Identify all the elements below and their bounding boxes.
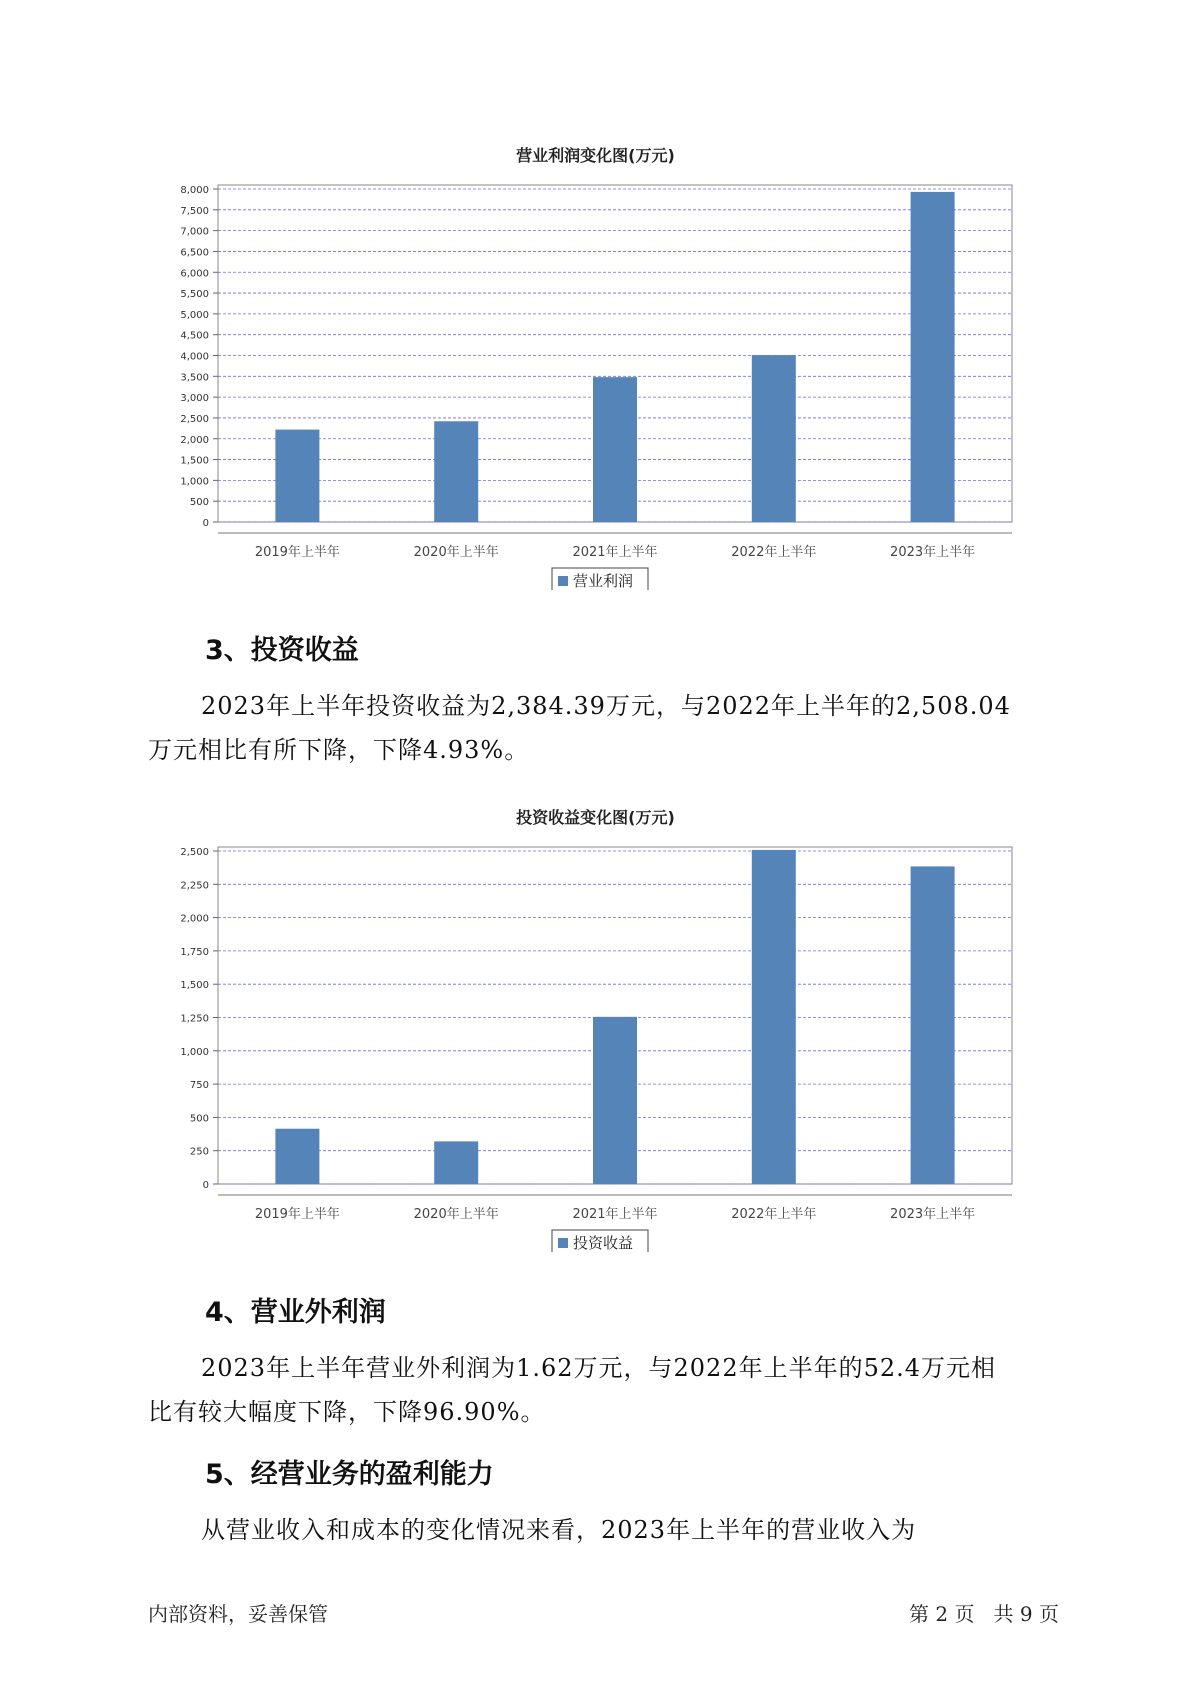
y-tick-label: 4,000: [180, 351, 209, 363]
y-tick-label: 500: [189, 1113, 209, 1125]
bar: [911, 192, 955, 522]
x-tick-label: 2023年上半年: [890, 545, 976, 560]
investment-income-chart: [0, 832, 1191, 1252]
bar: [593, 1017, 637, 1184]
y-tick-label: 5,000: [180, 309, 209, 321]
y-tick-label: 4,500: [180, 330, 209, 342]
x-tick-label: 2019年上半年: [254, 1207, 340, 1222]
y-tick-label: 2,000: [180, 434, 209, 446]
section-3-paragraph: [148, 684, 1058, 772]
y-tick-label: 1,500: [180, 980, 209, 992]
y-tick-label: 500: [189, 497, 209, 509]
y-tick-label: 3,000: [180, 393, 209, 405]
x-tick-label: 2022年上半年: [731, 545, 817, 560]
bar: [275, 1129, 319, 1184]
y-tick-label: 2,500: [180, 847, 209, 858]
section-3-line-1: 2023年上半年投资收益为2,384.39万元，与2022年上半年的2,508.04: [201, 692, 1011, 720]
y-tick-label: 6,500: [180, 247, 209, 259]
section-4-line-1: 2023年上半年营业外利润为1.62万元，与2022年上半年的52.4万元相: [201, 1354, 997, 1382]
chart1-title: 营业利润变化图(万元): [516, 146, 675, 165]
y-tick-label: 750: [189, 1080, 209, 1092]
legend-label: 营业利润: [573, 572, 634, 590]
x-tick-label: 2023年上半年: [890, 1207, 976, 1222]
y-tick-label: 2,500: [180, 413, 209, 425]
bar: [752, 355, 796, 522]
y-tick-label: 8,000: [180, 185, 209, 196]
section-4-line-2: 比有较大幅度下降，下降96.90%。: [148, 1398, 546, 1426]
legend-swatch: [558, 1238, 568, 1248]
operating-profit-chart: [0, 170, 1191, 590]
y-tick-label: 1,000: [180, 476, 209, 488]
x-tick-label: 2022年上半年: [731, 1207, 817, 1222]
section-3-line-2: 万元相比有所下降，下降4.93%。: [148, 736, 530, 764]
y-tick-label: 7,000: [180, 226, 209, 238]
section-5-heading: 5、经营业务的盈利能力: [205, 1459, 494, 1490]
y-tick-label: 1,500: [180, 455, 209, 467]
y-tick-label: 2,000: [180, 913, 209, 925]
legend-label: 投资收益: [573, 1234, 634, 1252]
legend-swatch: [558, 576, 568, 586]
section-4-heading: 4、营业外利润: [205, 1297, 386, 1328]
bar: [911, 866, 955, 1184]
y-tick-label: 3,500: [180, 372, 209, 384]
y-tick-label: 250: [189, 1146, 209, 1158]
y-tick-label: 6,000: [180, 268, 209, 280]
footer-left: 内部资料，妥善保管: [148, 1602, 328, 1626]
section-5-paragraph: [148, 1508, 1058, 1552]
section-4-paragraph: [148, 1346, 1058, 1434]
chart2-title: 投资收益变化图(万元): [516, 808, 675, 827]
bar: [434, 1141, 478, 1184]
x-tick-label: 2020年上半年: [413, 545, 499, 560]
y-tick-label: 2,250: [180, 880, 209, 892]
x-tick-label: 2020年上半年: [413, 1207, 499, 1222]
y-tick-label: 5,500: [180, 289, 209, 301]
x-tick-label: 2019年上半年: [254, 545, 340, 560]
y-tick-label: 7,500: [180, 205, 209, 217]
x-tick-label: 2021年上半年: [572, 545, 658, 560]
bar: [593, 377, 637, 522]
y-tick-label: 1,250: [180, 1013, 209, 1025]
y-tick-label: 0: [202, 1180, 209, 1191]
y-tick-label: 0: [202, 518, 209, 529]
y-tick-label: 1,000: [180, 1046, 209, 1058]
bar: [275, 430, 319, 522]
footer-page-number: 第 2 页 共 9 页: [909, 1602, 1059, 1626]
bar: [434, 421, 478, 522]
x-tick-label: 2021年上半年: [572, 1207, 658, 1222]
y-tick-label: 1,750: [180, 946, 209, 958]
section-5-line-1: 从营业收入和成本的变化情况来看，2023年上半年的营业收入为: [201, 1516, 917, 1544]
bar: [752, 850, 796, 1184]
section-3-heading: 3、投资收益: [205, 635, 359, 666]
